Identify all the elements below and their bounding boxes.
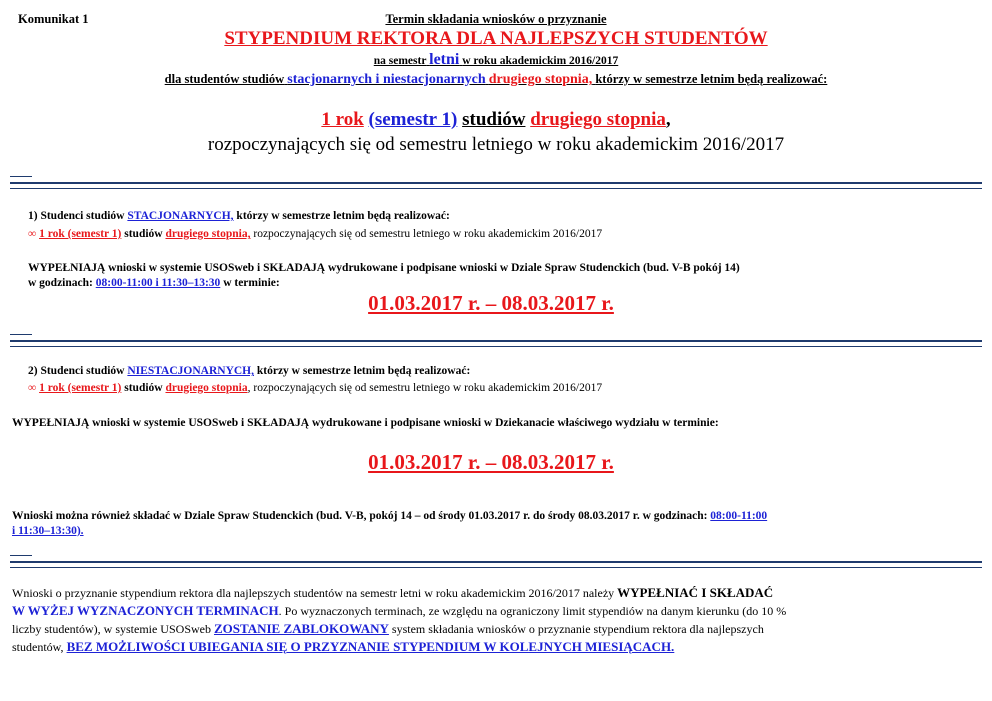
audience-degree: drugiego stopnia, xyxy=(488,72,593,87)
section2-type: NIESTACJONARNYCH, xyxy=(127,365,254,377)
divider-1 xyxy=(10,182,982,189)
footer-p3-blue: ZOSTANIE ZABLOKOWANY xyxy=(213,621,389,636)
section1-intro xyxy=(28,210,450,222)
section1-date: 01.03.2017 r. – 08.03.2017 r. xyxy=(368,291,614,315)
section2-item-post: , rozpoczynających się od semestru letniego w roku akademickim 2016/2017 xyxy=(247,382,603,394)
divider-3 xyxy=(10,561,982,568)
section2-intro-post: którzy w semestrze letnim będą realizować: xyxy=(256,365,471,377)
footer-p4-blue: BEZ MOŻLIWOŚCI UBIEGANIA SIĘ O PRZYZNANIE STYPENDIUM W KOLEJNYCH MIESIĄCACH. xyxy=(66,639,675,654)
footer-p3-post: system składania wniosków o przyznanie stypendium rektora dla najlepszych xyxy=(391,622,764,636)
audience-post: którzy w semestrze letnim będą realizować: xyxy=(595,72,828,86)
audience-line xyxy=(0,72,992,88)
document-title: STYPENDIUM REKTORA DLA NAJLEPSZYCH STUDENTÓW xyxy=(224,28,768,49)
big-subheading: rozpoczynających się od semestru letniego w roku akademickim 2016/2017 xyxy=(207,134,785,155)
section1-item-degree: drugiego stopnia, xyxy=(165,228,251,240)
section2-also-note xyxy=(12,509,962,539)
section1-instruction: WYPEŁNIAJĄ wnioski w systemie USOSweb i SKŁADAJĄ wydrukowane i podpisane wnioski w Dziale Spraw Studenckich (bud. V-B pokój 14) xyxy=(28,262,740,274)
komunikat-label: Komunikat 1 xyxy=(18,12,89,26)
divider-2 xyxy=(10,340,982,347)
big-semester: (semestr 1) xyxy=(368,109,458,130)
footer-line-2 xyxy=(12,602,984,620)
semester-pre: na semestr xyxy=(373,55,427,67)
section2-instruction: WYPEŁNIAJĄ wnioski w systemie USOSweb i SKŁADAJĄ wydrukowane i podpisane wnioski w Dziekanacie właściwego wydziału w terminie: xyxy=(12,417,719,429)
infinity-bullet-icon: ∞ xyxy=(28,228,37,240)
semester-post: w roku akademickim 2016/2017 xyxy=(462,55,619,67)
section1-intro-post: którzy w semestrze letnim będą realizować: xyxy=(236,210,450,222)
section1-hours xyxy=(28,277,280,289)
header-line-1: Termin składania wniosków o przyznanie xyxy=(385,12,607,26)
footer-line-1 xyxy=(12,584,984,602)
section1-hours-link[interactable]: 08:00-11:00 i 11:30–13:30 xyxy=(95,277,221,289)
section2-date-wrap xyxy=(0,450,992,475)
section2-intro-pre: 2) Studenci studiów xyxy=(28,365,125,377)
semester-line xyxy=(0,51,992,69)
footer-p1-bold: WYPEŁNIAĆ I SKŁADAĆ xyxy=(617,585,774,600)
section2-intro xyxy=(28,365,470,377)
big-comma: , xyxy=(665,109,671,130)
footer-p2: . Po wyznaczonych terminach, ze względu na ograniczony limit stypendiów na danym kierunku (do 10 % xyxy=(278,604,787,618)
footer-p1: Wnioski o przyznanie stypendium rektora dla najlepszych studentów na semestr letni w roku akademickim 2016/2017 należy xyxy=(12,586,615,600)
section1-item-year: 1 rok (semestr 1) xyxy=(39,228,122,240)
section2-also-hours-1[interactable]: 08:00-11:00 xyxy=(710,510,768,522)
audience-pre: dla studentów studiów xyxy=(164,72,285,86)
footer-line-4 xyxy=(12,638,984,656)
section2-item xyxy=(28,382,602,394)
section2-item-studies: studiów xyxy=(124,382,163,394)
big-year: 1 rok xyxy=(321,109,364,130)
section1-hours-pre: w godzinach: xyxy=(28,277,93,289)
footer-p2-blue: W WYŻEJ WYZNACZONYCH TERMINACH xyxy=(12,603,279,618)
audience-types: stacjonarnych i niestacjonarnych xyxy=(287,72,486,87)
big-studies: studiów xyxy=(462,109,526,130)
semester-name: letni xyxy=(429,51,460,68)
big-degree: drugiego stopnia xyxy=(530,109,666,130)
section2-also-hours-2[interactable]: i 11:30–13:30). xyxy=(12,525,84,537)
section1-intro-pre: 1) Studenci studiów xyxy=(28,210,125,222)
section2-item-degree: drugiego stopnia xyxy=(165,382,248,394)
footer-paragraph xyxy=(12,584,984,656)
infinity-bullet-icon: ∞ xyxy=(28,382,37,394)
big-heading xyxy=(0,109,992,131)
section2-item-year: 1 rok (semestr 1) xyxy=(39,382,122,394)
section1-date-wrap xyxy=(0,291,992,316)
section2-date: 01.03.2017 r. – 08.03.2017 r. xyxy=(368,450,614,474)
section1-type: STACJONARNYCH, xyxy=(127,210,234,222)
section2-also-pre: Wnioski można również składać w Dziale Spraw Studenckich (bud. V-B, pokój 14 – od środy 01.03.2017 r. do środy 08.03.2017 r. w godzinach: xyxy=(12,510,708,522)
section1-item-post: rozpoczynających się od semestru letniego w roku akademickim 2016/2017 xyxy=(253,228,603,240)
section1-item xyxy=(28,228,602,240)
footer-line-3 xyxy=(12,620,984,638)
footer-p3-pre: liczby studentów), w systemie USOSweb xyxy=(12,622,211,636)
footer-p4-pre: studentów, xyxy=(12,640,64,654)
section1-hours-post: w terminie: xyxy=(223,277,280,289)
section1-item-studies: studiów xyxy=(124,228,163,240)
